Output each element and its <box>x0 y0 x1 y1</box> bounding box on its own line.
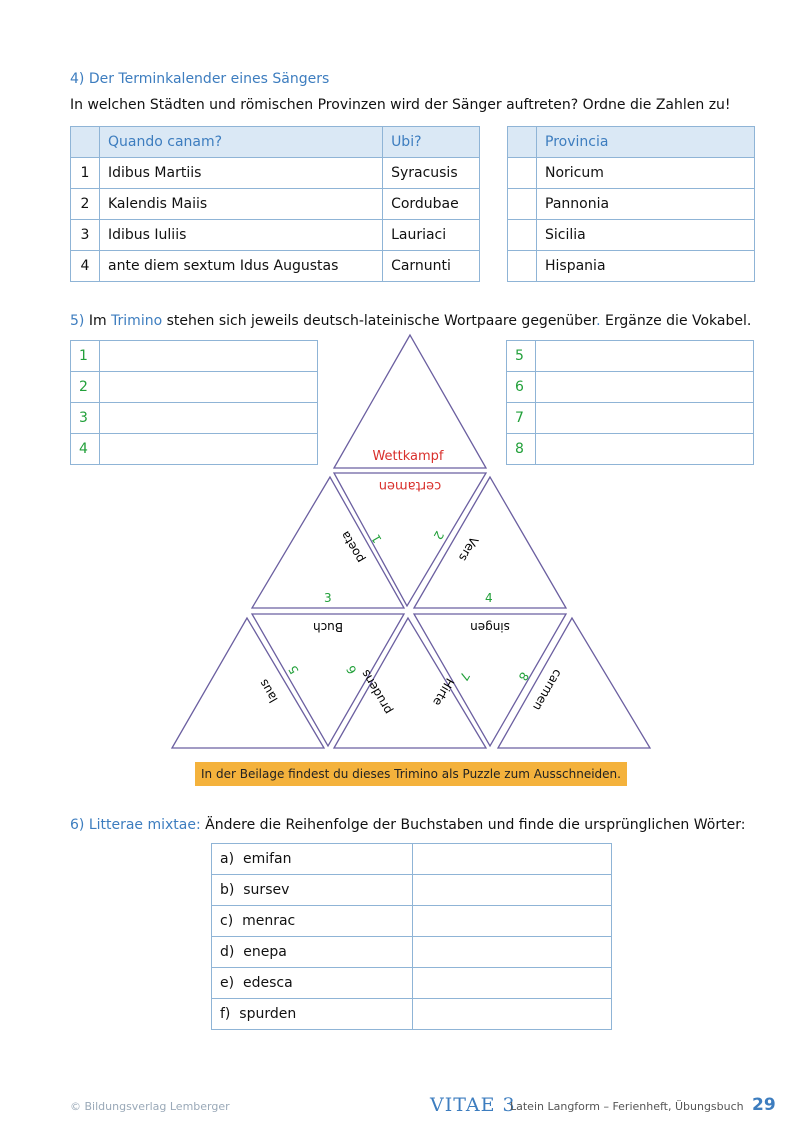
puzzle-number: 2 <box>430 528 447 543</box>
puzzle-number: 8 <box>515 669 532 684</box>
item-label: b) <box>220 882 235 898</box>
item-label: a) <box>220 851 235 867</box>
vocab-number: 7 <box>507 403 536 434</box>
triangle-bottom-left <box>172 618 324 748</box>
anagram-answer-cell[interactable] <box>413 906 612 937</box>
word-prudens: prudens <box>358 667 395 717</box>
text-part: stehen sich jeweils deutsch-lateinische Wortpaare gegenüber <box>162 313 597 329</box>
triangle-right <box>414 477 566 608</box>
section-6-instruction <box>70 817 745 833</box>
section-4-title: 4) Der Terminkalender eines Sängers <box>70 71 330 87</box>
anagram-answer-cell[interactable] <box>413 844 612 875</box>
vocab-number: 6 <box>507 372 536 403</box>
scrambled-word: sursev <box>243 882 290 898</box>
table-row <box>212 968 612 999</box>
province-cell: Noricum <box>537 158 755 189</box>
province-cell: Sicilia <box>537 220 755 251</box>
triangle-bottom-right <box>498 618 650 748</box>
text-part: Ändere die Reihenfolge der Buchstaben und finde die ursprünglichen Wörter: <box>200 817 746 833</box>
item-label: f) <box>220 1006 231 1022</box>
date-cell: Idibus Iuliis <box>100 220 383 251</box>
table-row <box>212 937 612 968</box>
row-number: 1 <box>71 158 100 189</box>
triangle-left <box>252 477 404 608</box>
footer-copyright: © Bildungsverlag Lemberger <box>70 1100 230 1113</box>
section-6-title: 6) Litterae mixtae: <box>70 817 201 833</box>
scrambled-word: edesca <box>242 975 293 991</box>
word-carmen: carmen <box>530 666 565 714</box>
item-label: e) <box>220 975 235 991</box>
province-cell: Pannonia <box>537 189 755 220</box>
footer-subtitle: Latein Langform – Ferienheft, Übungsbuch <box>510 1100 744 1113</box>
text-part: . <box>596 313 601 329</box>
vocab-number: 2 <box>71 372 100 403</box>
vocab-number: 1 <box>71 341 100 372</box>
vocab-number: 8 <box>507 434 536 465</box>
puzzle-number: 3 <box>324 591 332 605</box>
city-cell: Cordubae <box>383 189 480 220</box>
puzzle-number: 5 <box>285 662 302 677</box>
text-part: Im <box>84 313 112 329</box>
vocab-number: 4 <box>71 434 100 465</box>
word-laus: laus <box>256 676 281 706</box>
row-number: 4 <box>71 251 100 282</box>
header-quando: Quando canam? <box>100 127 383 158</box>
section-4-instruction: In welchen Städten und römischen Provinzen wird der Sänger auftreten? Ordne die Zahlen zu! <box>70 97 731 113</box>
header-ubi: Ubi? <box>383 127 480 158</box>
word-poeta: poeta <box>337 528 368 566</box>
puzzle-number: 6 <box>343 662 360 677</box>
word-hirte: Hirte <box>430 675 457 709</box>
section-5-number: 5) <box>70 313 85 329</box>
date-cell: Kalendis Maiis <box>100 189 383 220</box>
anagram-answer-cell[interactable] <box>413 968 612 999</box>
item-label: d) <box>220 944 235 960</box>
date-cell: Idibus Martiis <box>100 158 383 189</box>
text-part: Ergänze die Vokabel. <box>600 313 752 329</box>
row-number: 3 <box>71 220 100 251</box>
word-buch: Buch <box>312 620 344 634</box>
word-certamen: certamen <box>378 478 442 493</box>
page-number: 29 <box>752 1095 776 1115</box>
vocab-number: 5 <box>507 341 536 372</box>
date-cell: ante diem sextum Idus Augustas <box>100 251 383 282</box>
table-row <box>212 875 612 906</box>
anagram-answer-cell[interactable] <box>413 999 612 1030</box>
scrambled-word: menrac <box>242 913 296 929</box>
word-vers: Vers <box>455 534 481 564</box>
anagram-answer-cell[interactable] <box>413 937 612 968</box>
beilage-note: In der Beilage findest du dieses Trimino als Puzzle zum Ausschneiden. <box>195 762 627 786</box>
header-provincia: Provincia <box>537 127 755 158</box>
puzzle-number: 4 <box>485 591 493 605</box>
scrambled-word: spurden <box>239 1006 297 1022</box>
trimino-term: Trimino <box>111 313 163 329</box>
item-label: c) <box>220 913 234 929</box>
table-row <box>212 999 612 1030</box>
scrambled-word: enepa <box>243 944 287 960</box>
word-singen: singen <box>470 620 510 634</box>
province-cell: Hispania <box>537 251 755 282</box>
row-number: 2 <box>71 189 100 220</box>
city-cell: Lauriaci <box>383 220 480 251</box>
anagram-table <box>211 843 612 1030</box>
word-wettkampf: Wettkampf <box>372 449 444 464</box>
anagram-answer-cell[interactable] <box>413 875 612 906</box>
table-row <box>212 906 612 937</box>
triangle-bottom-center <box>334 618 486 748</box>
vocab-number: 3 <box>71 403 100 434</box>
city-cell: Syracusis <box>383 158 480 189</box>
scrambled-word: emifan <box>242 851 292 867</box>
table-row <box>212 844 612 875</box>
puzzle-number: 7 <box>456 669 473 684</box>
city-cell: Carnunti <box>383 251 480 282</box>
puzzle-number: 1 <box>368 531 385 546</box>
footer-brand: VITAE 3 <box>430 1094 516 1116</box>
